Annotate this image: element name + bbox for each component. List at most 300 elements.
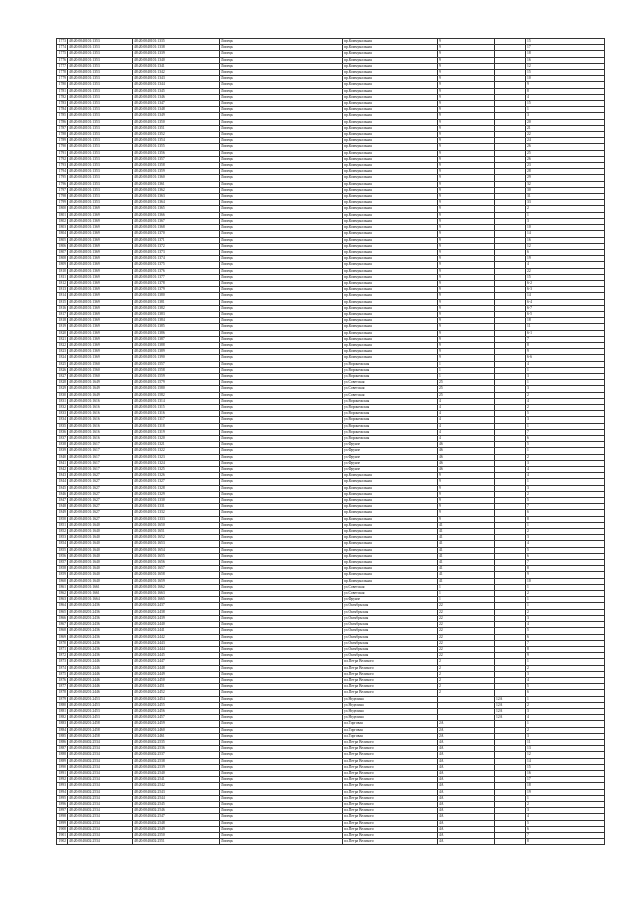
building-cadastral-number-cell: 48:20:0040201:2436 [68,646,133,652]
premises-cadastral-number-cell: 48:20:0040101:1658 [133,572,220,578]
row-number-cell: 1782 [57,94,68,100]
street-cell: ул.Октябрьская [343,603,438,609]
premises-cadastral-number-cell: 48:20:0040101:1318 [133,423,220,429]
city-cell: Липецк [220,249,343,255]
premises-cadastral-number-cell: 48:20:0040101:1356 [133,150,220,156]
premises-cadastral-number-cell: 48:20:0040101:1317 [133,417,220,423]
city-cell: Липецк [220,448,343,454]
row-number-cell: 1797 [57,187,68,193]
row-number-cell: 1823 [57,349,68,355]
premises-cadastral-number-cell: 48:20:0040402:2538 [133,758,220,764]
street-cell: пл.Петра Великого [343,770,438,776]
apartment-number-cell: 2 [526,609,605,615]
street-cell: пр.Коммунальная [343,280,438,286]
house-number-cell: 9 [438,125,495,131]
premises-cadastral-number-cell: 48:20:0040402:2551 [133,839,220,845]
premises-cadastral-number-cell: 48:20:0040101:1338 [133,45,220,51]
table-row [57,839,605,845]
row-number-cell: 1865 [57,609,68,615]
house-number-cell: 2 [438,677,495,683]
street-cell: пр.Коммунальная [343,88,438,94]
city-cell: Липецк [220,411,343,417]
building-cadastral-number-cell: 48:20:0040101:1369 [68,218,133,224]
street-cell: ул.Неделина [343,702,438,708]
city-cell: Липецк [220,150,343,156]
apartment-number-cell: 2 [526,404,605,410]
apartment-number-cell: 32 [526,181,605,187]
building-cadastral-number-cell: 48:20:0040101:1369 [68,324,133,330]
house-number-cell: 9 [438,206,495,212]
house-number-cell: 41 [438,547,495,553]
row-number-cell: 1799 [57,200,68,206]
row-number-cell: 1845 [57,485,68,491]
row-number-cell: 1855 [57,547,68,553]
building-cadastral-number-cell: 48:20:0040201:2436 [68,615,133,621]
street-cell: пр.Коммунальная [343,516,438,522]
premises-cadastral-number-cell: 48:20:0040101:1335 [133,39,220,45]
house-number-cell: 4А [438,746,495,752]
apartment-number-cell: 7 [526,429,605,435]
city-cell: Липецк [220,696,343,702]
premises-cadastral-number-cell: 48:20:0040101:1360 [133,175,220,181]
street-cell: пл.Петра Великого [343,690,438,696]
apartment-number-cell: 18 [526,318,605,324]
city-cell: Липецк [220,51,343,57]
house-number-cell: 22 [438,609,495,615]
city-cell: Липецк [220,280,343,286]
building-cadastral-number-cell: 48:20:0040402:2534 [68,839,133,845]
street-cell: пр.Коммунальная [343,94,438,100]
street-cell: пл.Петра Великого [343,665,438,671]
city-cell: Липецк [220,386,343,392]
street-cell: ул.Фрунзе [343,597,438,603]
row-number-cell: 1844 [57,479,68,485]
apartment-number-cell: 1 [526,659,605,665]
city-cell: Липецк [220,833,343,839]
apartment-number-cell: 3 [526,535,605,541]
house-number-cell: 9 [438,187,495,193]
building-cadastral-number-cell: 48:20:0040201:2458 [68,727,133,733]
street-cell: пр.Коммунальная [343,76,438,82]
premises-cadastral-number-cell: 48:20:0040101:1374 [133,256,220,262]
street-cell: пр.Коммунальная [343,311,438,317]
building-cadastral-number-cell: 48:20:0040101:1353 [68,94,133,100]
premises-cadastral-number-cell: 48:20:0040101:1350 [133,119,220,125]
row-number-cell: 1816 [57,305,68,311]
city-cell: Липецк [220,336,343,342]
house-number-cell: 9 [438,355,495,361]
premises-cadastral-number-cell: 48:20:0040101:1332 [133,510,220,516]
apartment-number-cell: 5 [526,820,605,826]
apartment-number-cell: 7 [526,560,605,566]
house-number-cell: 9 [438,169,495,175]
street-cell: пр.Коммунальная [343,82,438,88]
row-number-cell: 1774 [57,45,68,51]
street-cell: пр.Коммунальная [343,336,438,342]
house-number-cell: 4 [438,436,495,442]
city-cell: Липецк [220,287,343,293]
apartment-number-cell: 14 [526,231,605,237]
apartment-number-cell: 15 [526,274,605,280]
apartment-number-cell: 8 [526,516,605,522]
apartment-number-cell: 3 [526,808,605,814]
street-cell: пр.Коммунальная [343,101,438,107]
city-cell: Липецк [220,262,343,268]
building-cadastral-number-cell: 48:20:0040101:1353 [68,63,133,69]
premises-cadastral-number-cell: 48:20:0040101:1323 [133,454,220,460]
street-cell: пр.Коммунальная [343,187,438,193]
street-cell: ул.Октябрьская [343,622,438,628]
building-cadastral-number-cell: 48:20:0040101:1353 [68,45,133,51]
street-cell: пр.Коммунальная [343,212,438,218]
building-cadastral-number-cell: 48:20:0040101:1353 [68,125,133,131]
building-cadastral-number-cell: 48:20:0040402:2534 [68,777,133,783]
building-cadastral-number-cell: 48:20:0040201:2436 [68,609,133,615]
house-number-cell: 9 [438,51,495,57]
city-cell: Липецк [220,715,343,721]
building-cadastral-number-cell: 48:20:0040101:1560 [68,361,133,367]
house-number-cell: 9 [438,336,495,342]
building-cadastral-number-cell: 48:20:0040201:2453 [68,715,133,721]
premises-cadastral-number-cell: 48:20:0040402:2544 [133,795,220,801]
row-number-cell: 1868 [57,628,68,634]
street-cell: пр.Коммунальная [343,175,438,181]
street-cell: пл.Петра Великого [343,764,438,770]
building-cadastral-number-cell: 48:20:0040101:1369 [68,249,133,255]
building-cadastral-number-cell: 48:20:0040201:2446 [68,677,133,683]
premises-cadastral-number-cell: 48:20:0040201:2447 [133,659,220,665]
street-cell: пл.Петра Великого [343,808,438,814]
house-number-cell: 9 [438,491,495,497]
city-cell: Липецк [220,615,343,621]
house-number-cell: 4 [438,404,495,410]
city-cell: Липецк [220,733,343,739]
building-cadastral-number-cell: 48:20:0040402:2534 [68,746,133,752]
apartment-number-cell: 4 [526,467,605,473]
city-cell: Липецк [220,218,343,224]
street-cell: ул.Октябрьская [343,628,438,634]
premises-cadastral-number-cell: 48:20:0040101:1371 [133,237,220,243]
city-cell: Липецк [220,684,343,690]
premises-cadastral-number-cell: 48:20:0040101:1665 [133,597,220,603]
apartment-number-cell: 4 [526,398,605,404]
house-number-cell: 4А [438,789,495,795]
apartment-number-cell: 16 [526,57,605,63]
city-cell: Липецк [220,175,343,181]
row-number-cell: 1901 [57,833,68,839]
row-number-cell: 1831 [57,398,68,404]
apartment-number-cell: 9 [526,572,605,578]
street-cell: пр.Коммунальная [343,553,438,559]
premises-cadastral-number-cell: 48:20:0040101:1657 [133,566,220,572]
house-number-cell: 46 [438,454,495,460]
city-cell: Липецк [220,535,343,541]
house-number-cell: 2 [438,659,495,665]
premises-cadastral-number-cell: 48:20:0040101:1651 [133,529,220,535]
row-number-cell: 1861 [57,584,68,590]
house-number-cell: 9 [438,63,495,69]
city-cell: Липецк [220,373,343,379]
street-cell: ул.Воронежская [343,373,438,379]
premises-cadastral-number-cell: 48:20:0040201:2439 [133,615,220,621]
city-cell: Липецк [220,603,343,609]
city-cell: Липецк [220,138,343,144]
building-cadastral-number-cell: 48:20:0040101:1627 [68,516,133,522]
building-cadastral-number-cell: 48:20:0040101:1353 [68,138,133,144]
building-cadastral-number-cell: 48:20:0040101:1353 [68,101,133,107]
house-number-cell: 9 [438,249,495,255]
row-number-cell: 1835 [57,423,68,429]
street-cell: пр.Коммунальная [343,132,438,138]
row-number-cell: 1881 [57,708,68,714]
premises-cadastral-number-cell: 48:20:0040101:1345 [133,88,220,94]
building-cadastral-number-cell: 48:20:0040101:1353 [68,39,133,45]
street-cell: пр.Коммунальная [343,163,438,169]
house-number-cell: 9 [438,473,495,479]
apartment-number-cell: 1 [526,380,605,386]
city-cell: Липецк [220,392,343,398]
city-cell: Липецк [220,578,343,584]
city-cell: Липецк [220,212,343,218]
city-cell: Липецк [220,727,343,733]
street-cell: ул.Воронежская [343,423,438,429]
city-cell: Липецк [220,318,343,324]
street-cell: ул.Октябрьская [343,640,438,646]
premises-cadastral-number-cell: 48:20:0040101:1327 [133,479,220,485]
city-cell: Липецк [220,256,343,262]
city-cell: Липецк [220,826,343,832]
city-cell: Липецк [220,101,343,107]
city-cell: Липецк [220,299,343,305]
row-number-cell: 1793 [57,163,68,169]
house-number-cell: 4А [438,777,495,783]
house-number-cell: 9 [438,287,495,293]
street-cell: пр.Коммунальная [343,330,438,336]
city-cell: Липецк [220,187,343,193]
premises-cadastral-number-cell: 48:20:0040201:2442 [133,634,220,640]
cadastral-table [56,38,605,845]
premises-cadastral-number-cell: 48:20:0040101:1348 [133,107,220,113]
premises-cadastral-number-cell: 48:20:0040101:1579 [133,380,220,386]
row-number-cell: 1879 [57,696,68,702]
street-cell: пр.Коммунальная [343,324,438,330]
premises-cadastral-number-cell: 48:20:0040101:1333 [133,516,220,522]
row-number-cell: 1813 [57,287,68,293]
house-number-cell: 9 [438,479,495,485]
building-cadastral-number-cell: 48:20:0040201:2436 [68,640,133,646]
building-cadastral-number-cell: 48:20:0040101:1369 [68,330,133,336]
premises-cadastral-number-cell: 48:20:0040101:1375 [133,262,220,268]
apartment-number-cell: 24 [526,138,605,144]
house-number-cell: 4А [438,752,495,758]
city-cell: Липецк [220,584,343,590]
city-cell: Липецк [220,429,343,435]
premises-cadastral-number-cell: 48:20:0040101:1380 [133,293,220,299]
building-cadastral-number-cell: 48:20:0040101:1353 [68,169,133,175]
row-number-cell: 1830 [57,392,68,398]
house-number-cell: 9 [438,305,495,311]
house-number-cell: 9 [438,280,495,286]
street-cell: ул.Воронежская [343,398,438,404]
apartment-number-cell: 29 [526,175,605,181]
building-number-cell [495,839,526,845]
premises-cadastral-number-cell: 48:20:0040101:1339 [133,51,220,57]
city-cell: Липецк [220,132,343,138]
building-cadastral-number-cell: 48:20:0040201:2446 [68,671,133,677]
row-number-cell: 1867 [57,622,68,628]
premises-cadastral-number-cell: 48:20:0040101:1354 [133,138,220,144]
city-cell: Липецк [220,305,343,311]
city-cell: Липецк [220,646,343,652]
street-cell: ул.Воронежская [343,417,438,423]
street-cell: пр.Коммунальная [343,305,438,311]
row-number-cell: 1783 [57,101,68,107]
house-number-cell: 22 [438,603,495,609]
city-cell: Липецк [220,63,343,69]
building-cadastral-number-cell: 48:20:0040402:2534 [68,770,133,776]
row-number-cell: 1898 [57,814,68,820]
apartment-number-cell: 5 [526,547,605,553]
street-cell: пл.Петра Великого [343,758,438,764]
house-number-cell: 9 [438,311,495,317]
house-number-cell: 4А [438,814,495,820]
city-cell: Липецк [220,107,343,113]
street-cell: ул.Воронежская [343,361,438,367]
premises-cadastral-number-cell: 48:20:0040402:2543 [133,789,220,795]
street-cell: пр.Коммунальная [343,249,438,255]
city-cell: Липецк [220,547,343,553]
street-cell: пр.Коммунальная [343,256,438,262]
row-number-cell: 1856 [57,553,68,559]
street-cell: пл.Петра Великого [343,814,438,820]
street-cell: пр.Коммунальная [343,237,438,243]
house-number-cell: 1 [438,597,495,603]
premises-cadastral-number-cell: 48:20:0040101:1372 [133,243,220,249]
premises-cadastral-number-cell: 48:20:0040201:2461 [133,733,220,739]
row-number-cell: 1811 [57,274,68,280]
apartment-number-cell: 1 [526,696,605,702]
apartment-number-cell: 22 [526,268,605,274]
apartment-number-cell: 11 [526,739,605,745]
building-cadastral-number-cell: 48:20:0040201:2453 [68,696,133,702]
building-cadastral-number-cell: 48:20:0040402:2534 [68,758,133,764]
apartment-number-cell: 6 [526,553,605,559]
city-cell: Липецк [220,758,343,764]
building-cadastral-number-cell: 48:20:0040101:1627 [68,504,133,510]
street-cell: ул.Октябрьская [343,646,438,652]
house-number-cell: 41 [438,529,495,535]
city-cell: Липецк [220,739,343,745]
premises-cadastral-number-cell: 48:20:0040101:1366 [133,212,220,218]
city-cell: Липецк [220,349,343,355]
building-cadastral-number-cell: 48:20:0040101:1640 [68,553,133,559]
apartment-number-cell: 12 [526,243,605,249]
house-number-cell: 9 [438,262,495,268]
street-cell: ул.Советская [343,591,438,597]
apartment-number-cell: 10 [526,578,605,584]
street-cell: пл.Петра Великого [343,684,438,690]
apartment-number-cell: 4 [526,814,605,820]
premises-cadastral-number-cell: 48:20:0040402:2550 [133,833,220,839]
row-number-cell: 1808 [57,256,68,262]
apartment-number-cell: 6 [526,690,605,696]
apartment-number-cell: 1 [526,721,605,727]
street-cell: пр.Коммунальная [343,150,438,156]
house-number-cell: 2 [438,665,495,671]
building-cadastral-number-cell: 48:20:0040201:2446 [68,684,133,690]
apartment-number-cell: 3 [526,113,605,119]
apartment-number-cell: 1 [526,107,605,113]
house-number-cell: 22 [438,646,495,652]
building-cadastral-number-cell: 48:20:0040101:1353 [68,119,133,125]
building-cadastral-number-cell: 48:20:0040101:1369 [68,349,133,355]
street-cell: ул.Фрунзе [343,454,438,460]
apartment-number-cell: 4 [526,677,605,683]
building-number-cell: 12А [495,708,526,714]
premises-cadastral-number-cell: 48:20:0040201:2443 [133,640,220,646]
apartment-number-cell: 8 [526,839,605,845]
premises-cadastral-number-cell: 48:20:0040101:1557 [133,361,220,367]
street-cell: пр.Коммунальная [343,473,438,479]
row-number-cell: 1796 [57,181,68,187]
city-cell: Липецк [220,770,343,776]
house-number-cell: 9 [438,45,495,51]
building-cadastral-number-cell: 48:20:0040101:1616 [68,429,133,435]
street-cell: пр.Коммунальная [343,194,438,200]
house-number-cell: 22 [438,634,495,640]
apartment-number-cell: 18 [526,51,605,57]
building-cadastral-number-cell: 48:20:0040402:2534 [68,826,133,832]
house-number-cell: 9 [438,243,495,249]
street-cell: ул.Фрунзе [343,467,438,473]
city-cell: Липецк [220,566,343,572]
street-cell: пл.Петра Великого [343,801,438,807]
premises-cadastral-number-cell: 48:20:0040402:2536 [133,746,220,752]
row-number-cell: 1776 [57,57,68,63]
building-cadastral-number-cell: 48:20:0040101:1353 [68,132,133,138]
row-number-cell: 1806 [57,243,68,249]
building-cadastral-number-cell: 48:20:0040101:1369 [68,311,133,317]
street-cell: ул.Фрунзе [343,442,438,448]
row-number-cell: 1892 [57,777,68,783]
building-cadastral-number-cell: 48:20:0040101:1617 [68,460,133,466]
row-number-cell: 1818 [57,318,68,324]
house-number-cell: 4 [438,398,495,404]
street-cell: пл.Торговая [343,733,438,739]
city-cell: Липецк [220,702,343,708]
city-cell: Липецк [220,671,343,677]
street-cell: ул.Октябрьская [343,615,438,621]
street-cell: пр.Коммунальная [343,572,438,578]
street-cell: пл.Петра Великого [343,659,438,665]
city-cell: Липецк [220,795,343,801]
apartment-number-cell: 6-4 [526,299,605,305]
apartment-number-cell: 6 [526,249,605,255]
apartment-number-cell: 20 [526,119,605,125]
street-cell: пр.Коммунальная [343,566,438,572]
city-cell: Липецк [220,380,343,386]
city-cell: Липецк [220,553,343,559]
row-number-cell: 1886 [57,739,68,745]
city-cell: Липецк [220,541,343,547]
building-cadastral-number-cell: 48:20:0040101:1369 [68,299,133,305]
city-cell: Липецк [220,398,343,404]
row-number-cell: 1798 [57,194,68,200]
house-number-cell: 9 [438,268,495,274]
city-cell: Липецк [220,274,343,280]
apartment-number-cell: 7 [526,336,605,342]
building-cadastral-number-cell: 48:20:0040101:1369 [68,342,133,348]
